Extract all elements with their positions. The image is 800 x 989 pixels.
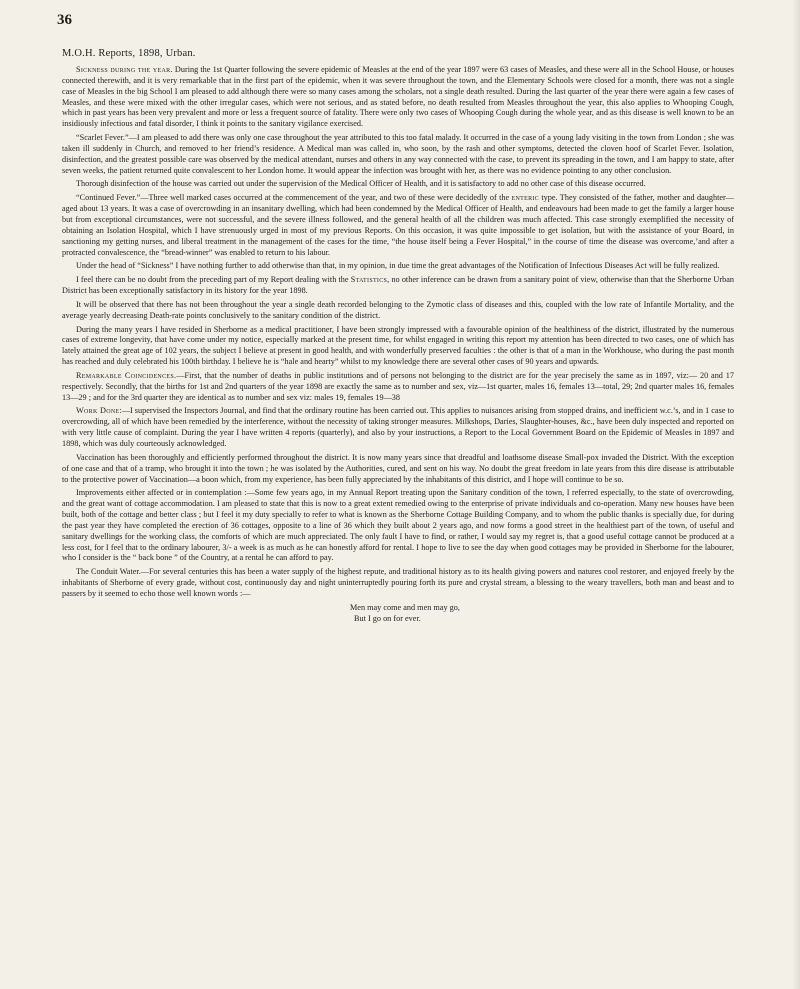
report-body: [62, 65, 734, 625]
page-number: 36: [57, 12, 72, 28]
paragraph-coincidences: [62, 371, 734, 404]
paragraph-statistics: [62, 275, 734, 297]
enteric-term: enteric: [511, 193, 539, 203]
paragraph-notification-act: Under the head of “Sickness” I have nothing further to add otherwise than that, in my opinion, in due time the great advantages of the Notification of Infectious Diseases Act will be fully realized.: [76, 261, 720, 271]
paragraph-text: During the 1st Quarter following the severe epidemic of Measles at the end of the year 1897 were 63 cases of Measles, and these were all in the School House, or houses connected therewith, and it is very remarkable that in the first part of the epidemic, when it was severe throughout the town, and the Elementary Schools were closed for a month, there was not a single case of Measles in the big School I am pleased to add although there were so many cases among the scholars, not a single death resulted. During the last quarter of the year there were again a few cases of Measles, and these were mixed with the other irregular cases, which were not serious, and as stated before, no death resulted from Measles throughout the year, this also applies to Whooping Cough, which in past years has been very prevalent and more or less a frequent source of fatality. There were only two cases of Whooping Cough during the whole year, and as this disease is well known to be an insidiously infectious and fatal disorder, I think it points to the sanitary vigilance exercised.: [62, 65, 734, 129]
closing-verse: [62, 603, 734, 625]
paragraph-improvements: Improvements either affected or in contemplation :—Some few years ago, in my Annual Report treating upon the Sanitary condition of the town, I referred especially, to the state of overcrowding, and the great want of cottage accommodation. I am pleased to state that this is now to a great extent remedied owing to the enterprise of private individuals and co-operation. Many new houses have been built, both of the cottage and better class ; but I feel it my duty specially to refer to what is known as the Sherborne Cottage Building Company, and to whom the public thanks is specially due, for during the past year they have completed the erection of 36 cottages, opposite to a line of 36 which they built about 2 years ago, and now forms a good street in the healthiest part of the town, of useful and sanitary dwellings for the working class, the comforts of which are much appreciated. The only fault I have to find, or rather, I would say my regret is, that a good useful cottage cannot be produced at a less cost, for I feel that to the ordinary labourer, 3/- a week is as much as he can honestly afford for rental. I hope to live to see the day when good cottages may be provided in Sherborne for the labourer, who I consider is the “ back bone ” of the Country, at a rental he can afford to pay.: [62, 488, 734, 563]
running-head: M.O.H. Reports, 1898, Urban.: [62, 48, 196, 59]
paragraph-work-done: [62, 406, 734, 449]
paragraph-sickness: [62, 65, 734, 130]
section-lead-coincidences: Remarkable Coincidences.: [76, 370, 177, 380]
verse-line: Men may come and men may go,: [350, 602, 460, 612]
section-lead-sickness: Sickness during the year.: [76, 65, 173, 74]
paragraph-vaccination: Vaccination has been thoroughly and efficiently performed throughout the district. It is now many years since that dreadful and loathsome disease Small-pox invaded the District. With the exception of one case and that of a tramp, who brought it into the town ; he was isolated by the Authorities, cured, and sent on his way. No doubt the great freedom in late years from this dire disease is attributable to the protective power of Vaccination—a boon which, from my experience, has been fully appreciated by the inhabitants of this district, and I hope will continue to be so.: [62, 452, 734, 484]
paragraph-text: “Continued Fever.”—Three well marked cases occurred at the commencement of the year, and two of these were decidedly of the: [76, 193, 512, 203]
paragraph-longevity: During the many years I have resided in Sherborne as a medical practitioner, I have been strongly impressed with a favourable opinion of the healthiness of the district, illustrated by the numerous cases of extreme longevity, that have come under my notice, especially marked at the present time, for whilst engaged in writing this report my attention has been directed to two cases, one of which has lately attained the great age of 102 years, the subject I believe at present in good health, and with wonderfully preserved faculties : the other is that of a man in the Workhouse, who during the past month has reached and duly celebrated his 100th birthday. I believe he is “hale and hearty” whilst to my knowledge there are several other cases of 90 years and upwards.: [62, 324, 734, 367]
paragraph-continued-fever: [62, 193, 734, 258]
paragraph-text: :—I supervised the Inspectors Journal, and find that the ordinary routine has been carried out. This applies to nuisances arising from stopped drains, and inefficient w.c.’s, and in 1 case to overcrowding, all of which have been remedied by the interference, without the necessity of taking stronger measures. Milkshops, Daries, Slaughter-houses, &c., have been duly inspected and reported on with very little cause of complaint. During the year I have written 4 reports (quarterly), and also by your instructions, a Report to the Local Government Board on the Epidemic of Measles in 1897 and 1898, which was duly courteously acknowledged.: [62, 406, 734, 448]
paragraph-conduit-water: The Conduit Water.—For several centuries this has been a water supply of the highest repute, and traditional history as to its health giving powers and natures cool restorer, and enjoyed freely by the inhabitants of Sherborne of every grade, without cost, continuously day and night uninterruptedly pouring forth its pure and crystal stream, a blessing to the weary travellers, both man and beast and to passers by it seemed to echo those well known words :—: [62, 567, 734, 598]
paragraph-text: , no other inference can be drawn from a sanitary point of view, otherwise than that the Sherborne Urban District has been exceptionally satisfactory in its history for the year 1898.: [62, 275, 734, 296]
paragraph-disinfection: Thorough disinfection of the house was carried out under the supervision of the Medical Officer of Health, and it is satisfactory to add no other case of this disease occurred.: [76, 179, 646, 189]
verse-line: But I go on for ever.: [354, 613, 421, 623]
paragraph-zymotic: It will be observed that there has not been throughout the year a single death recorded belonging to the Zymotic class of diseases and this, coupled with the low rate of Infantile Mortality, and the average yearly decreasing Death-rate points conclusively to the sanitary condition of the district.: [62, 299, 734, 320]
paragraph-text: —First, that the number of deaths in public institutions and of persons not belonging to the district are for the year precisely the same as in 1897, viz:— 20 and 17 respectively. Secondly, that the births for 1st and 2nd quarters of the year 1898 are exactly the same as to number and sex, viz—1st quarter, males 16, females 13—total, 29; 2nd quarter males 16, females 13—29 ; and for the 3rd quarter they are identical as to number and sex viz: males 19, females 19—38: [62, 370, 734, 402]
paragraph-text: type. They consisted of the father, mother and daughter—aged about 13 years. It was a case of overcrowding in an insanitary dwelling, which had been condemned by the Medical Officer of Health, and endeavours had been made to get the family a larger house but from exceptional circumstances, were not successful, and the severe illness followed, and the general health of all the children was much affected. This case strongly exemplified the necessity of obtaining an Isolation Hospital, which I have strenuously urged in most of my previous Reports. On this occasion, it was quite impossible to get isolation, but with the assistance of your Board, in sanctioning my getting nurses, and liberal treatment in the management of the cases for the time, “the house itself being a Fever Hospital,” in the course of time the disease was overcome,’and after a protracted convalescence, the “bread-winner” was enabled to return to his labour.: [62, 193, 735, 257]
paragraph-text: I feel there can be no doubt from the preceding part of my Report dealing with the: [76, 275, 351, 285]
statistics-term: Statistics: [350, 275, 388, 285]
paragraph-scarlet-fever: “Scarlet Fever.”—I am pleased to add there was only one case throughout the year attributed to this too fatal malady. It occurred in the case of a young lady visiting in the town from London ; she was taken ill suddenly in Church, and removed to her friend’s residence. A Medical man was called in, who soon, by the rash and other symptoms, detected the cloven hoof of Scarlet Fever. Isolation, disinfection, and the greatest possible care was observed by the medical attendant, nurses and others in any way connected with the case, to prevent its spreading in the town, and I am happy to state, after seven weeks, the patient returned quite convalescent to her London home. It would appear the infection was brought with her, as there was no evidence pointing to any other conclusion.: [62, 133, 734, 175]
page-edge-shadow: [792, 0, 800, 989]
section-lead-work-done: Work Done: [76, 406, 120, 416]
